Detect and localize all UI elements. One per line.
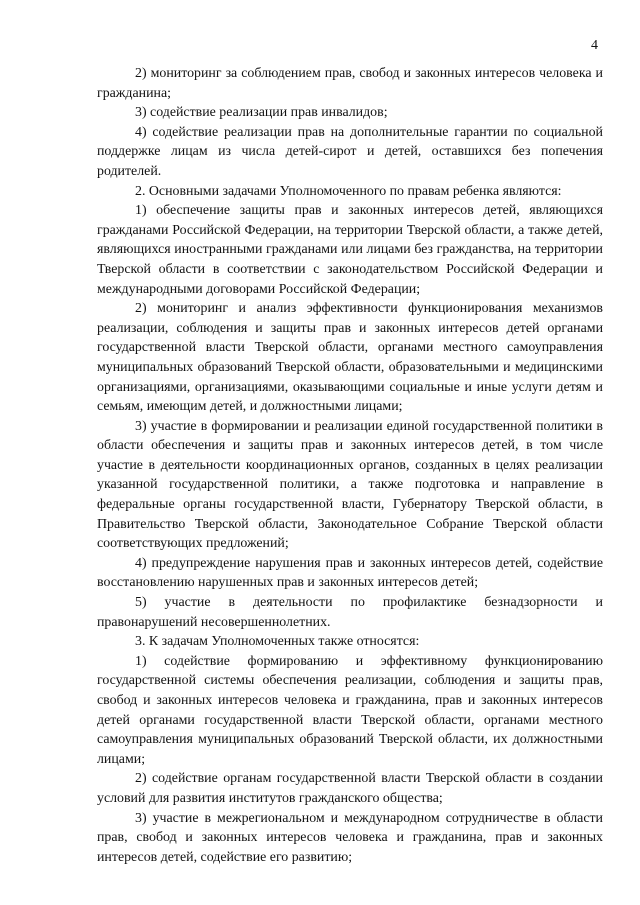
page-number: 4 <box>591 38 598 53</box>
paragraph-child-ombudsman-tasks-heading: 2. Основными задачами Уполномоченного по правам ребенка являются: <box>135 183 562 199</box>
paragraph-cooperation: 3) участие в межрегиональном и международном сотрудничестве в области прав, свобод и законных интересов человека и гражданина, прав и законных интересов детей, содействие его развитию; <box>97 810 603 865</box>
paragraph-ombudsmen-tasks-heading: 3. К задачам Уполномоченных также относятся: <box>135 634 420 650</box>
paragraph-civil-society: 2) содействие органам государственной власти Тверской области в создании условий для развития институтов гражданского общества; <box>97 771 603 806</box>
paragraph-child-protection: 1) обеспечение защиты прав и законных интересов детей, являющихся гражданами Российской Федерации, на территории Тверской области, а также детей, являющихся иностранными гражданами или лицами без гражданства, на территории Тверской области в соответствии с законодательством Российской Федерации и международными договорами Российской Федерации; <box>97 203 603 297</box>
paragraph-violation-prevention: 4) предупреждение нарушения прав и законных интересов детей, содействие восстановлению нарушенных прав и законных интересов детей; <box>97 555 603 591</box>
paragraph-state-system: 1) содействие формированию и эффективному функционированию государственной системы обеспечения реализации, соблюдения и защиты прав, свобод и законных интересов человека и гражданина, прав и законных интересов детей органами государственной власти Тверской области, органами местного самоуправления муниципальных образований Тверской области, их должностными лицами; <box>97 653 603 767</box>
paragraph-orphan-guarantees: 4) содействие реализации прав на дополнительные гарантии по социальной поддержке лицам из числа детей-сирот и детей, оставшихся без попечения родителей. <box>97 124 603 179</box>
paragraph-state-policy: 3) участие в формировании и реализации единой государственной политики в области обеспечения и защиты прав и законных интересов детей, в том числе участие в деятельности координационных органов, созданных в целях реализации указанной государственной политики, а также подготовка и направление в федеральные органы государственной власти, Губернатору Тверской области, в Правительство Тверской области, Законодательное Собрание Тверской области соответствующих предложений; <box>97 418 603 552</box>
paragraph-delinquency-prevention: 5) участие в деятельности по профилактике безнадзорности и правонарушений несовершеннолетних. <box>97 595 603 630</box>
paragraph-effectiveness-monitoring: 2) мониторинг и анализ эффективности функционирования механизмов реализации, соблюдения и защиты прав и законных интересов детей органами государственной власти Тверской области, органами местного самоуправления муниципальных образований Тверской области, образовательными и медицинскими организациями, организациями, оказывающими социальные и иные услуги детям и семьям, имеющим детей, и должностными лицами; <box>97 301 603 415</box>
paragraph-disabled-rights: 3) содействие реализации прав инвалидов; <box>135 105 388 121</box>
paragraph-monitoring-rights: 2) мониторинг за соблюдением прав, свобод и законных интересов человека и гражданина; <box>97 66 603 101</box>
document-body <box>97 64 603 867</box>
